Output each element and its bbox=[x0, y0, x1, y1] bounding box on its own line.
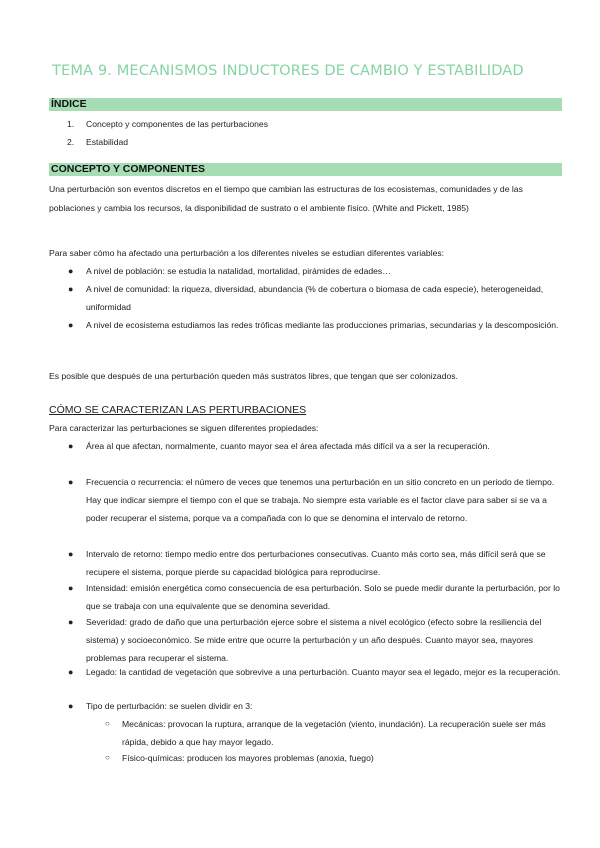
list-item: Intervalo de retorno: tiempo medio entre dos perturbaciones consecutivas. Cuanto más corto sea, más difícil será que se recupere el sistema, porque pierde su capacidad biológica para reproducirse. bbox=[86, 549, 546, 577]
list-item: Área al que afectan, normalmente, cuanto mayor sea el área afectada más difícil va a ser la recuperación. bbox=[86, 441, 490, 451]
list-item: A nivel de población: se estudia la natalidad, mortalidad, pirámides de edades… bbox=[86, 266, 391, 276]
list-item: A nivel de comunidad: la riqueza, diversidad, abundancia (% de cobertura o biomasa de cada especie), heterogeneidad, uniformidad bbox=[86, 284, 544, 312]
concepto-heading: CONCEPTO Y COMPONENTES bbox=[49, 163, 562, 176]
sub-list-item: Físico-químicas: producen los mayores problemas (anoxia, fuego) bbox=[122, 753, 374, 763]
index-heading: ÍNDICE bbox=[49, 98, 562, 111]
page-title: TEMA 9. MECANISMOS INDUCTORES DE CAMBIO Y ESTABILIDAD bbox=[52, 62, 524, 79]
properties-intro: Para caracterizar las perturbaciones se siguen diferentes propiedades: bbox=[49, 423, 319, 433]
bullet-icon: ● bbox=[68, 441, 74, 451]
list-item: Tipo de perturbación: se suelen dividir en 3: bbox=[86, 701, 253, 711]
bullet-icon: ● bbox=[68, 266, 74, 276]
bullet-icon: ● bbox=[68, 667, 74, 677]
list-item: Legado: la cantidad de vegetación que sobrevive a una perturbación. Cuanto mayor sea el legado, mejor es la recuperación. bbox=[86, 667, 561, 677]
sub-bullet-icon: ○ bbox=[105, 719, 110, 728]
index-item: Concepto y componentes de las perturbaciones bbox=[86, 119, 269, 129]
sub-list-item: Mecánicas: provocan la ruptura, arranque de la vegetación (viento, inundación). La recuperación suele ser más rápida, debido a que hay mayor legado. bbox=[122, 719, 546, 747]
note-paragraph: Es posible que después de una perturbación queden más sustratos libres, que tengan que ser colonizados. bbox=[49, 371, 458, 381]
bullet-icon: ● bbox=[68, 617, 74, 627]
bullet-icon: ● bbox=[68, 320, 74, 330]
list-item: Frecuencia o recurrencia: el número de veces que tenemos una perturbación en un sitio concreto en un periodo de tiempo. Hay que indicar siempre el tiempo con el que se trabaja. No siempre esta variable es el factor clave para saber si se va a poder recuperar el sistema, porque va a compañada con lo que se denomina el intervalo de retorno. bbox=[86, 477, 555, 523]
list-item: Severidad: grado de daño que una perturbación ejerce sobre el sistema a nivel ecológico (efecto sobre la resiliencia del sistema) y socioeconómico. Se mide entre que ocurre la perturbación y un año después. Cuanto mayor sea, mayores problemas para recuperar el sistema. bbox=[86, 617, 542, 663]
bullet-icon: ● bbox=[68, 477, 74, 487]
index-item-number: 1. bbox=[67, 119, 75, 129]
index-item-number: 2. bbox=[67, 137, 75, 147]
index-item: Estabilidad bbox=[86, 137, 129, 147]
sub-bullet-icon: ○ bbox=[105, 753, 110, 762]
definition-paragraph: Una perturbación son eventos discretos en el tiempo que cambian las estructuras de los ecosistemas, comunidades y de las poblaciones y cambia los recursos, la disponibilidad de sustrato o el ambiente físico. (White and Pickett, 1985) bbox=[49, 184, 523, 213]
bullet-icon: ● bbox=[68, 284, 74, 294]
bullet-icon: ● bbox=[68, 701, 74, 711]
bullet-icon: ● bbox=[68, 549, 74, 559]
bullet-icon: ● bbox=[68, 583, 74, 593]
levels-intro: Para saber cómo ha afectado una perturbación a los diferentes niveles se estudian diferentes variables: bbox=[49, 248, 445, 258]
list-item: Intensidad: emisión energética como consecuencia de esa perturbación. Solo se puede medir durante la perturbación, por lo que se trabaja con una equivalente que se denomina severidad. bbox=[86, 583, 560, 611]
list-item: A nivel de ecosistema estudiamos las redes tróficas mediante las producciones primarias, secundarias y la descomposición. bbox=[86, 320, 559, 330]
section-subheading: CÓMO SE CARACTERIZAN LAS PERTURBACIONES bbox=[49, 404, 307, 416]
